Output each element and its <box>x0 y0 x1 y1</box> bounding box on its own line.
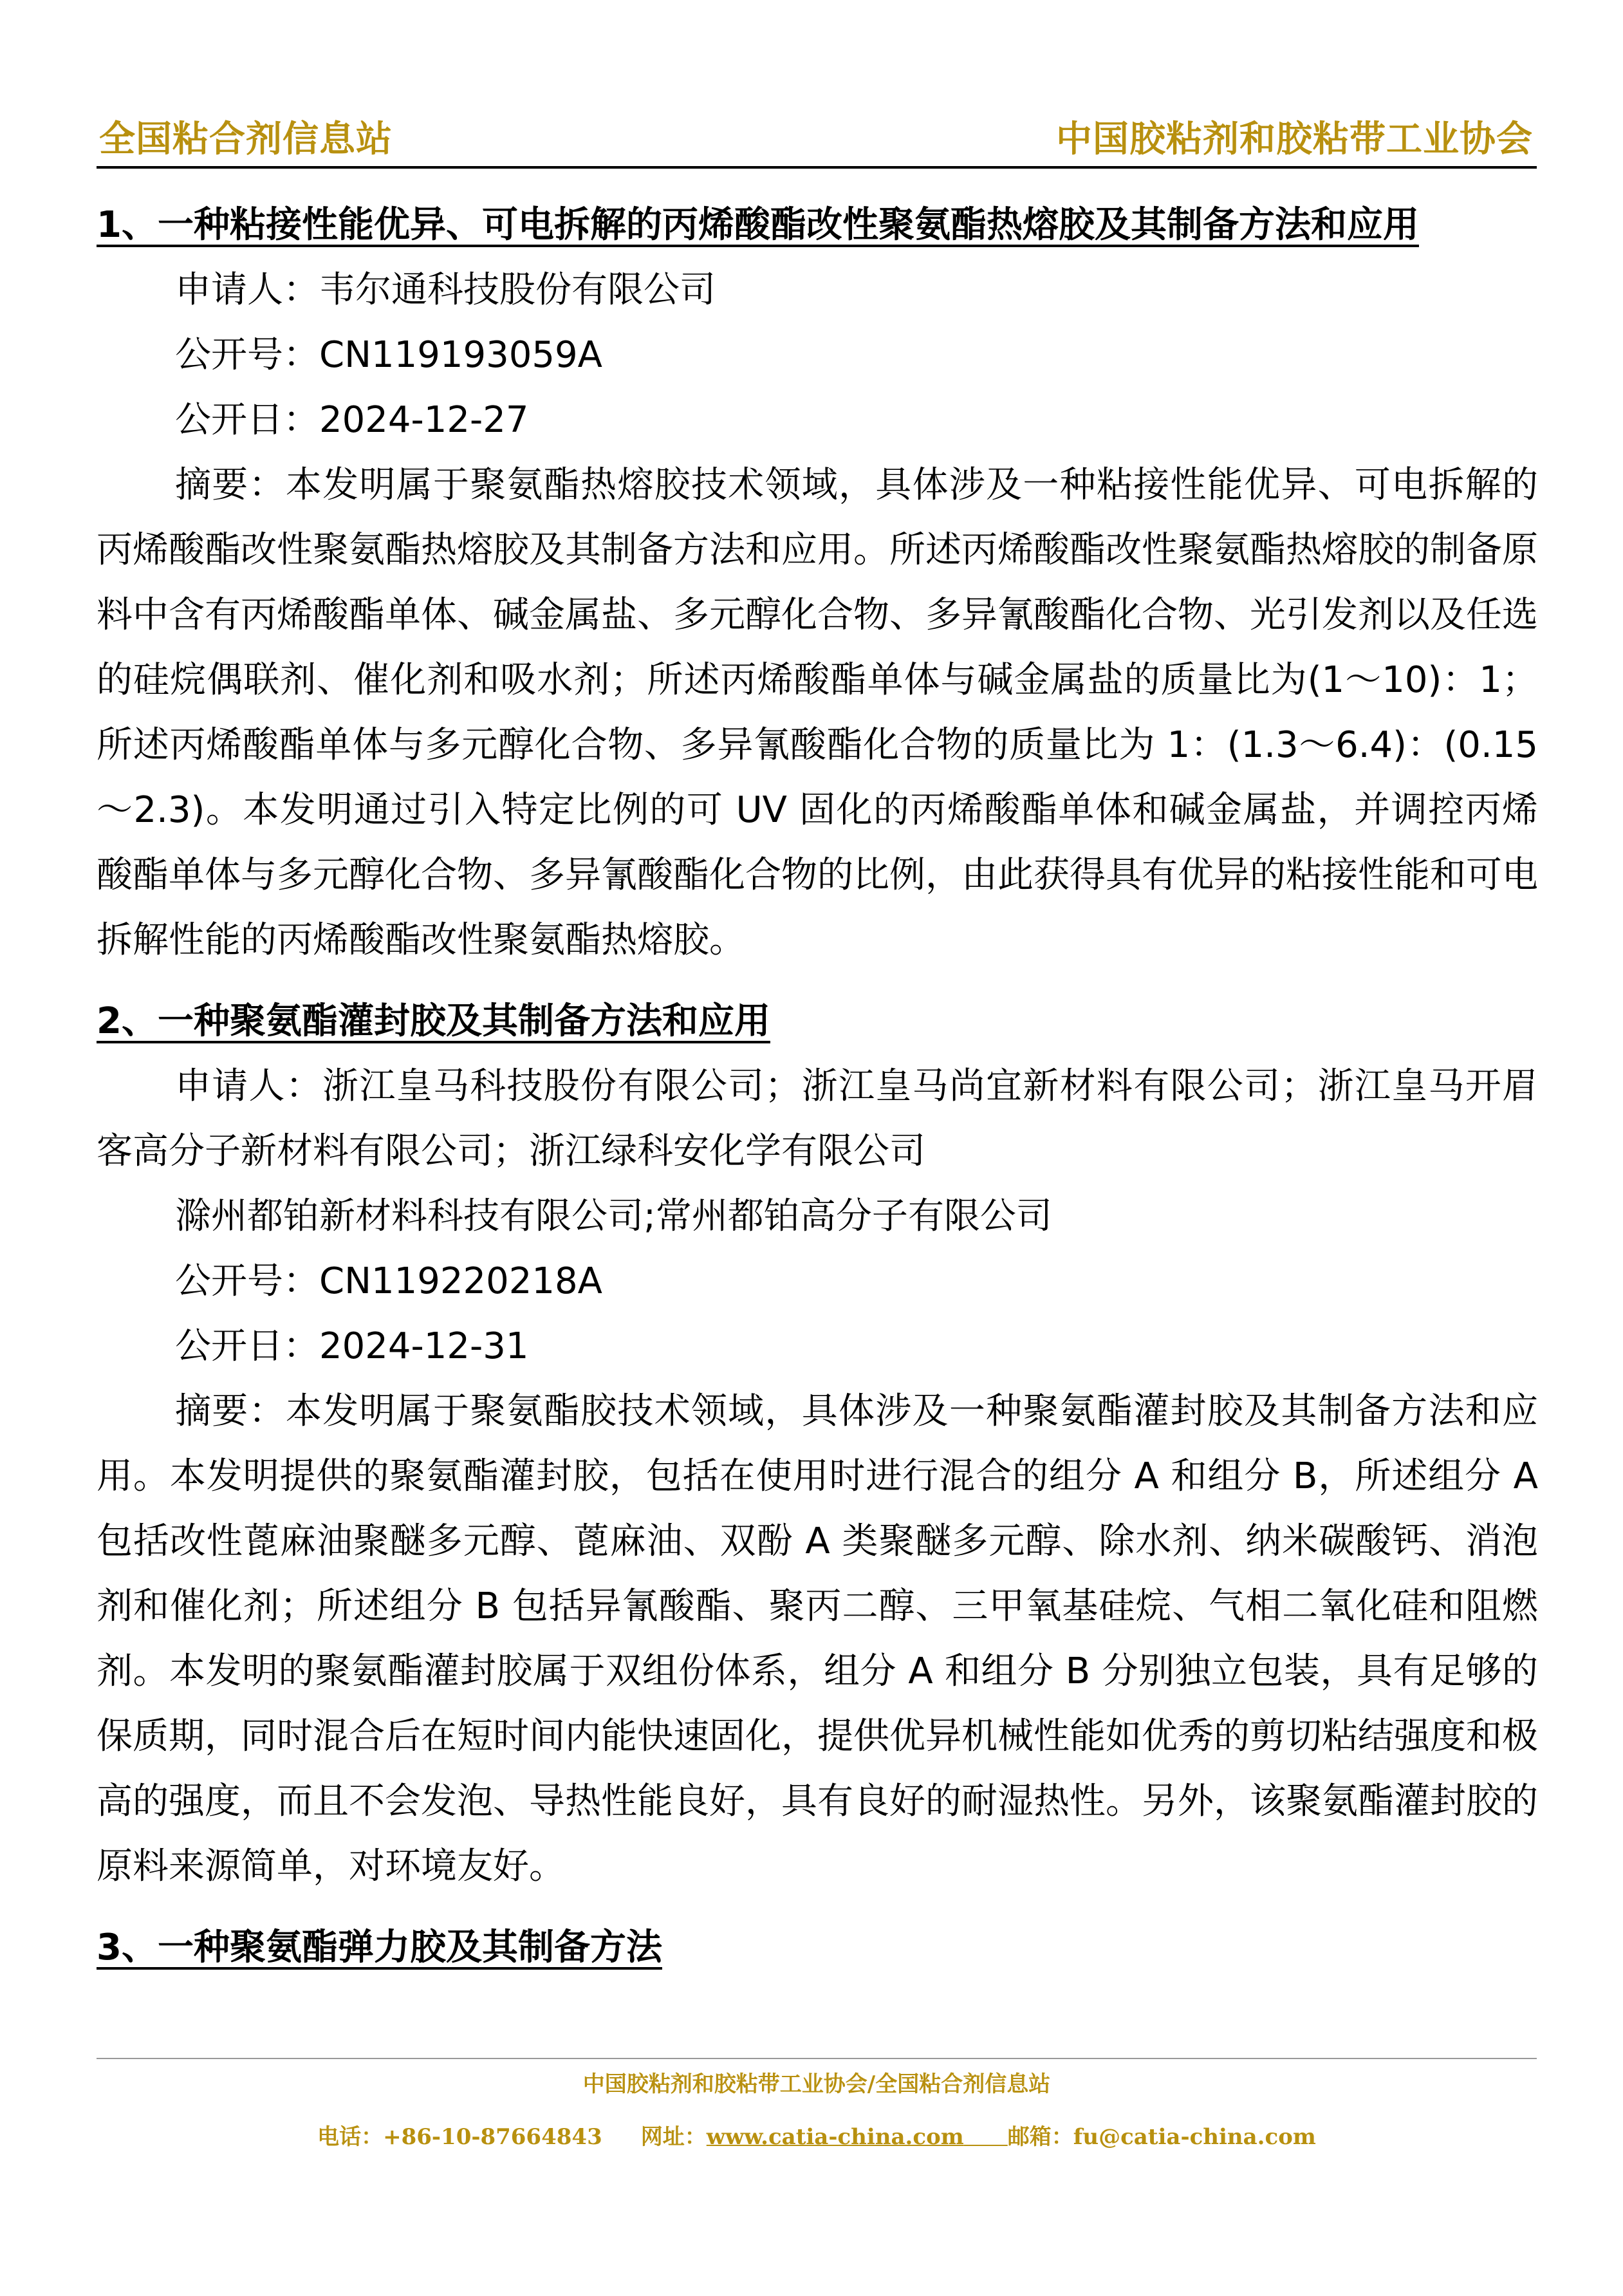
entry-publication-date: 公开日：2024-12-31 <box>175 1325 529 1367</box>
entry-abstract: 摘要：本发明属于聚氨酯胶技术领域，具体涉及一种聚氨酯灌封胶及其制备方法和应用。本发明提供的聚氨酯灌封胶，包括在使用时进行混合的组分 A 和组分 B，所述组分 A 包括改性蓖麻油聚醚多元醇、蓖麻油、双酚 A 类聚醚多元醇、除水剂、纳米碳酸钙、消泡剂和催化剂；所述组分 B 包括异氰酸酯、聚丙二醇、三甲氧基硅烷、气相二氧化硅和阻燃剂。本发明的聚氨酯灌封胶属于双组份体系，组分 A 和组分 B 分别独立包装，具有足够的保质期，同时混合后在短时间内能快速固化，提供优异机械性能如优秀的剪切粘结强度和极高的强度，而且不会发泡、导热性能良好，具有良好的耐湿热性。另外，该聚氨酯灌封胶的原料来源简单，对环境友好。 <box>97 1390 1538 1887</box>
entry-applicant: 申请人：浙江皇马科技股份有限公司；浙江皇马尚宜新材料有限公司；浙江皇马开眉客高分子新材料有限公司；浙江绿科安化学有限公司 <box>97 1065 1538 1172</box>
page-footer <box>97 2058 1537 2153</box>
footer-org: 中国胶粘剂和胶粘带工业协会/全国粘合剂信息站 <box>582 2071 1051 2097</box>
footer-website-label: 网址： <box>640 2124 707 2150</box>
entry-title: 3、一种聚氨酯弹力胶及其制备方法 <box>97 1927 662 1968</box>
entry-title: 1、一种粘接性能优异、可电拆解的丙烯酸酯改性聚氨酯热熔胶及其制备方法和应用 <box>97 204 1419 246</box>
patent-entry-3 <box>97 1916 1538 1980</box>
document-body <box>97 193 1538 1980</box>
entry-publication-date: 公开日：2024-12-27 <box>175 399 529 441</box>
footer-website-link[interactable]: www.catia-china.com <box>706 2124 964 2150</box>
footer-contact <box>97 2121 1537 2153</box>
entry-publication-no: 公开号：CN119220218A <box>175 1260 602 1302</box>
header-right-title: 中国胶粘剂和胶粘带工业协会 <box>1056 118 1533 160</box>
footer-email[interactable]: 邮箱：fu@catia-china.com <box>1007 2124 1316 2150</box>
entry-abstract: 摘要：本发明属于聚氨酯热熔胶技术领域，具体涉及一种粘接性能优异、可电拆解的丙烯酸酯改性聚氨酯热熔胶及其制备方法和应用。所述丙烯酸酯改性聚氨酯热熔胶的制备原料中含有丙烯酸酯单体、碱金属盐、多元醇化合物、多异氰酸酯化合物、光引发剂以及任选的硅烷偶联剂、催化剂和吸水剂；所述丙烯酸酯单体与碱金属盐的质量比为(1～10)：1；所述丙烯酸酯单体与多元醇化合物、多异氰酸酯化合物的质量比为 1：(1.3～6.4)：(0.15～2.3)。本发明通过引入特定比例的可 UV 固化的丙烯酸酯单体和碱金属盐，并调控丙烯酸酯单体与多元醇化合物、多异氰酸酯化合物的比例，由此获得具有优异的粘接性能和可电拆解性能的丙烯酸酯改性聚氨酯热熔胶。 <box>97 464 1538 961</box>
patent-entry-2 <box>97 989 1538 1899</box>
patent-entry-1 <box>97 193 1538 973</box>
page-header <box>97 116 1537 169</box>
entry-title: 2、一种聚氨酯灌封胶及其制备方法和应用 <box>97 1000 770 1042</box>
entry-applicant: 申请人：韦尔通科技股份有限公司 <box>175 269 716 311</box>
entry-applicant-extra: 滁州都铂新材料科技有限公司;常州都铂高分子有限公司 <box>175 1195 1052 1237</box>
header-left-title: 全国粘合剂信息站 <box>99 118 393 160</box>
footer-phone: 电话：+86-10-87664843 <box>317 2124 602 2150</box>
entry-publication-no: 公开号：CN119193059A <box>175 334 602 376</box>
